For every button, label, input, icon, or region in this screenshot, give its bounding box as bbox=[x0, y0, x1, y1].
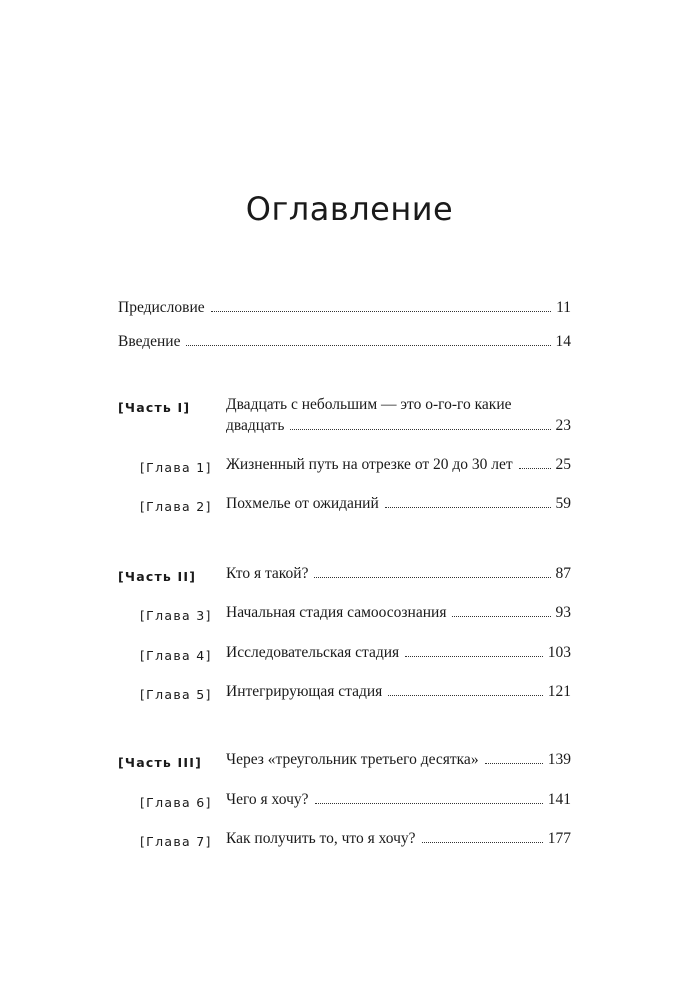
toc-page-number: 59 bbox=[555, 495, 571, 512]
chapter-label: [Глава 6] bbox=[140, 795, 212, 810]
toc-page-number: 121 bbox=[547, 683, 571, 700]
chapter-label: [Глава 4] bbox=[140, 648, 212, 663]
toc-entry-chapter-6[interactable] bbox=[226, 791, 571, 809]
dot-leader bbox=[388, 694, 542, 696]
toc-entry-part-3[interactable] bbox=[226, 751, 571, 769]
toc-entry-part-1[interactable] bbox=[226, 417, 571, 435]
dot-leader bbox=[405, 655, 543, 657]
toc-page-number: 177 bbox=[547, 830, 571, 847]
toc-entry-chapter-3[interactable] bbox=[226, 604, 571, 622]
chapter-label: [Глава 2] bbox=[140, 499, 212, 514]
dot-leader bbox=[452, 615, 550, 617]
toc-entry-title: Жизненный путь на отрезке от 20 до 30 лет bbox=[226, 456, 513, 473]
part-label: [Часть II] bbox=[118, 569, 197, 584]
toc-entry-chapter-7[interactable] bbox=[226, 830, 571, 848]
toc-entry-title: Начальная стадия самоосознания bbox=[226, 604, 447, 621]
dot-leader bbox=[315, 802, 543, 804]
toc-page-number: 139 bbox=[547, 751, 571, 768]
toc-entry-title: Кто я такой? bbox=[226, 565, 309, 582]
dot-leader bbox=[186, 344, 550, 346]
toc-page-number: 93 bbox=[555, 604, 571, 621]
toc-entry-title: Интегрирующая стадия bbox=[226, 683, 383, 700]
toc-entry-title: Предисловие bbox=[118, 299, 205, 316]
toc-entry-chapter-5[interactable] bbox=[226, 683, 571, 701]
toc-entry-preface[interactable] bbox=[118, 299, 571, 317]
dot-leader bbox=[519, 467, 551, 469]
toc-entry-title: Исследовательская стадия bbox=[226, 644, 400, 661]
dot-leader bbox=[422, 841, 543, 843]
toc-entry-chapter-4[interactable] bbox=[226, 644, 571, 662]
toc-page-number: 11 bbox=[556, 299, 571, 316]
part-label: [Часть III] bbox=[118, 755, 203, 770]
page-title: Оглавление bbox=[245, 190, 454, 228]
toc-page-number: 25 bbox=[555, 456, 571, 473]
toc-entry-part-2[interactable] bbox=[226, 565, 571, 583]
toc-entry-introduction[interactable] bbox=[118, 333, 571, 351]
toc-entry-title: двадцать bbox=[226, 417, 285, 434]
toc-entry-title: Введение bbox=[118, 333, 181, 350]
toc-entry-title: Чего я хочу? bbox=[226, 791, 309, 808]
toc-page-number: 103 bbox=[547, 644, 571, 661]
toc-page-number: 141 bbox=[547, 791, 571, 808]
toc-page-number: 14 bbox=[555, 333, 571, 350]
dot-leader bbox=[211, 310, 551, 312]
part-label: [Часть I] bbox=[118, 400, 191, 415]
toc-entry-chapter-1[interactable] bbox=[226, 456, 571, 474]
toc-entry-title: Через «треугольник третьего десятка» bbox=[226, 751, 479, 768]
toc-entry-chapter-2[interactable] bbox=[226, 495, 571, 513]
toc-entry-title: Как получить то, что я хочу? bbox=[226, 830, 416, 847]
chapter-label: [Глава 5] bbox=[140, 687, 212, 702]
chapter-label: [Глава 1] bbox=[140, 460, 212, 475]
dot-leader bbox=[385, 506, 551, 508]
toc-page-number: 23 bbox=[555, 417, 571, 434]
toc-entry-title: Похмелье от ожиданий bbox=[226, 495, 379, 512]
toc-entry-title-line1[interactable]: Двадцать с небольшим — это о-го-го какие bbox=[226, 396, 512, 413]
dot-leader bbox=[485, 762, 543, 764]
dot-leader bbox=[314, 576, 550, 578]
toc-page-number: 87 bbox=[555, 565, 571, 582]
dot-leader bbox=[290, 428, 550, 430]
chapter-label: [Глава 3] bbox=[140, 608, 212, 623]
chapter-label: [Глава 7] bbox=[140, 834, 212, 849]
